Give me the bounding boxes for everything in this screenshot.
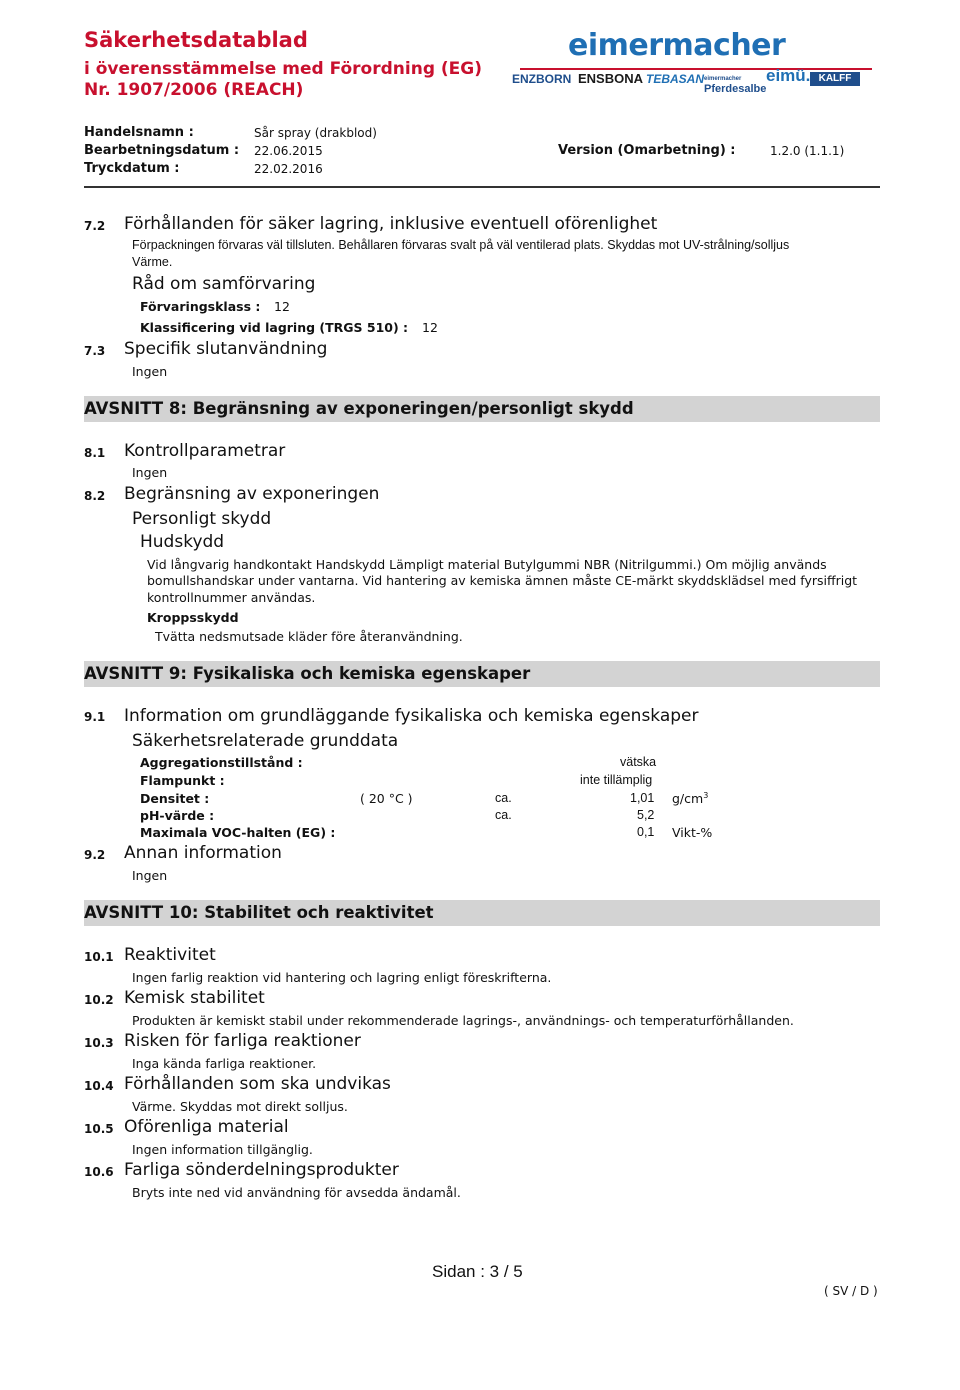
section-title-8: AVSNITT 8: Begränsning av exponeringen/personligt skydd xyxy=(84,399,634,418)
label-bearbetningsdatum: Bearbetningsdatum : xyxy=(84,143,240,158)
logo-eimermacher-wordmark: eimermacher xyxy=(568,28,786,63)
property-value: 0,1 xyxy=(637,825,655,839)
logo-brand-tebasan: TEBASAN xyxy=(646,72,705,86)
document-subtitle-reach: Nr. 1907/2006 (REACH) xyxy=(84,80,304,100)
label-tryckdatum: Tryckdatum : xyxy=(84,161,180,176)
text-7-2-line2: Värme. xyxy=(132,255,173,269)
heading-hudskydd: Hudskydd xyxy=(140,532,225,552)
subsection-heading: Kemisk stabilitet xyxy=(124,988,265,1008)
subsection-heading: Risken för farliga reaktioner xyxy=(124,1031,361,1051)
page-number: Sidan : 3 / 5 xyxy=(432,1262,523,1281)
property-label: Maximala VOC-halten (EG) : xyxy=(140,825,336,840)
section-number: 10.3 xyxy=(84,1036,114,1050)
language-code: ( SV / D ) xyxy=(824,1284,878,1298)
subsection-text: Inga kända farliga reaktioner. xyxy=(132,1056,317,1071)
text-hudskydd-line3: kontrollnummer användas. xyxy=(147,590,316,605)
subsection-text: Produkten är kemiskt stabil under rekommenderade lagrings-, användnings- och temperaturförhållanden. xyxy=(132,1013,794,1028)
document-title: Säkerhetsdatablad xyxy=(84,28,308,52)
section-band-9 xyxy=(84,661,880,687)
logo-brand-eimu: eimü. xyxy=(766,66,811,85)
value-bearbetningsdatum: 22.06.2015 xyxy=(254,144,323,158)
value-klassificering: 12 xyxy=(422,320,438,335)
value-forvaringsklass: 12 xyxy=(274,299,290,314)
text-9-2: Ingen xyxy=(132,868,168,883)
text-7-2-line1: Förpackningen förvaras väl tillsluten. Behållaren förvaras svalt på väl ventilerad plats. Skyddas mot UV-strålning/solljus xyxy=(132,238,790,252)
section-band-8 xyxy=(84,396,880,422)
section-number: 10.4 xyxy=(84,1079,114,1093)
header-divider xyxy=(84,186,880,188)
section-number: 10.6 xyxy=(84,1165,114,1179)
text-hudskydd-line1: Vid långvarig handkontakt Handskydd Lämpligt material Butylgummi NBR (Nitrilgummi.) Om möjlig används xyxy=(147,557,827,572)
logo-brand-ensbona: ENSBONA xyxy=(578,71,644,86)
section-number-9-2: 9.2 xyxy=(84,848,106,862)
heading-kroppsskydd: Kroppsskydd xyxy=(147,610,239,625)
logo-brand-pferdesalbe: eimermacher Pferdesalbe xyxy=(704,76,767,95)
label-version: Version (Omarbetning) : xyxy=(558,143,736,158)
text-kroppsskydd: Tvätta nedsmutsade kläder före återanvändning. xyxy=(155,629,463,644)
logo-brand-kalff: KALFF xyxy=(810,72,860,86)
label-handelsnamn: Handelsnamn : xyxy=(84,125,194,140)
heading-sakerhetsrelaterade: Säkerhetsrelaterade grunddata xyxy=(132,731,399,751)
subsection-text: Värme. Skyddas mot direkt solljus. xyxy=(132,1099,348,1114)
heading-8-2: Begränsning av exponeringen xyxy=(124,484,380,504)
logo-brand-enzborn: ENZBORN xyxy=(512,72,572,86)
heading-9-2: Annan information xyxy=(124,843,282,863)
property-value: 1,01 xyxy=(630,791,655,805)
section-title-9: AVSNITT 9: Fysikaliska och kemiska egenskaper xyxy=(84,664,531,683)
section-number-9-1: 9.1 xyxy=(84,710,106,724)
property-value: 5,2 xyxy=(637,808,655,822)
label-forvaringsklass: Förvaringsklass : xyxy=(140,299,261,314)
subsection-text: Ingen farlig reaktion vid hantering och lagring enligt föreskrifterna. xyxy=(132,970,552,985)
label-klassificering: Klassificering vid lagring (TRGS 510) : xyxy=(140,320,409,335)
section-number: 10.2 xyxy=(84,993,114,1007)
section-number: 10.1 xyxy=(84,950,114,964)
property-label: Densitet : xyxy=(140,791,210,806)
section-number-8-1: 8.1 xyxy=(84,446,106,460)
section-number-8-2: 8.2 xyxy=(84,489,106,503)
subsection-text: Bryts inte ned vid användning för avsedda ändamål. xyxy=(132,1185,461,1200)
subsection-heading: Farliga sönderdelningsprodukter xyxy=(124,1160,399,1180)
value-version: 1.2.0 (1.1.1) xyxy=(770,144,845,158)
property-value: vätska xyxy=(620,755,657,769)
text-8-1: Ingen xyxy=(132,465,168,480)
value-tryckdatum: 22.02.2016 xyxy=(254,162,323,176)
subsection-heading: Reaktivitet xyxy=(124,945,216,965)
heading-7-2: Förhållanden för säker lagring, inklusive eventuell oförenlighet xyxy=(124,214,658,234)
property-condition: ( 20 °C ) xyxy=(360,791,413,806)
property-label: Flampunkt : xyxy=(140,773,225,788)
heading-9-1: Information om grundläggande fysikaliska och kemiska egenskaper xyxy=(124,706,699,726)
property-approx: ca. xyxy=(495,808,512,822)
heading-samforvaring: Råd om samförvaring xyxy=(132,274,316,294)
company-logo xyxy=(510,28,880,98)
section-number-7-2: 7.2 xyxy=(84,219,106,233)
heading-7-3: Specifik slutanvändning xyxy=(124,339,328,359)
document-subtitle-regulation: i överensstämmelse med Förordning (EG) xyxy=(84,59,483,79)
section-number-7-3: 7.3 xyxy=(84,344,106,358)
property-approx: ca. xyxy=(495,791,512,805)
heading-8-1: Kontrollparametrar xyxy=(124,441,286,461)
heading-personligt-skydd: Personligt skydd xyxy=(132,509,272,529)
section-title-10: AVSNITT 10: Stabilitet och reaktivitet xyxy=(84,903,434,922)
text-hudskydd-line2: bomullshandskar under vantarna. Vid hantering av kemiska ämnen måste CE-märkt skyddsklädsel med fyrsiffrigt xyxy=(147,573,858,588)
property-value: inte tillämplig xyxy=(580,773,653,787)
value-handelsnamn: Sår spray (drakblod) xyxy=(254,126,377,140)
property-label: Aggregationstillstånd : xyxy=(140,755,303,770)
property-unit: Vikt-% xyxy=(672,825,713,840)
section-number: 10.5 xyxy=(84,1122,114,1136)
subsection-heading: Förhållanden som ska undvikas xyxy=(124,1074,391,1094)
subsection-heading: Oförenliga material xyxy=(124,1117,289,1137)
logo-divider xyxy=(520,68,872,70)
text-7-3: Ingen xyxy=(132,364,168,379)
property-unit: $g/cm^3$ xyxy=(672,791,709,807)
subsection-text: Ingen information tillgänglig. xyxy=(132,1142,313,1157)
section-band-10 xyxy=(84,900,880,926)
property-label: pH-värde : xyxy=(140,808,215,823)
